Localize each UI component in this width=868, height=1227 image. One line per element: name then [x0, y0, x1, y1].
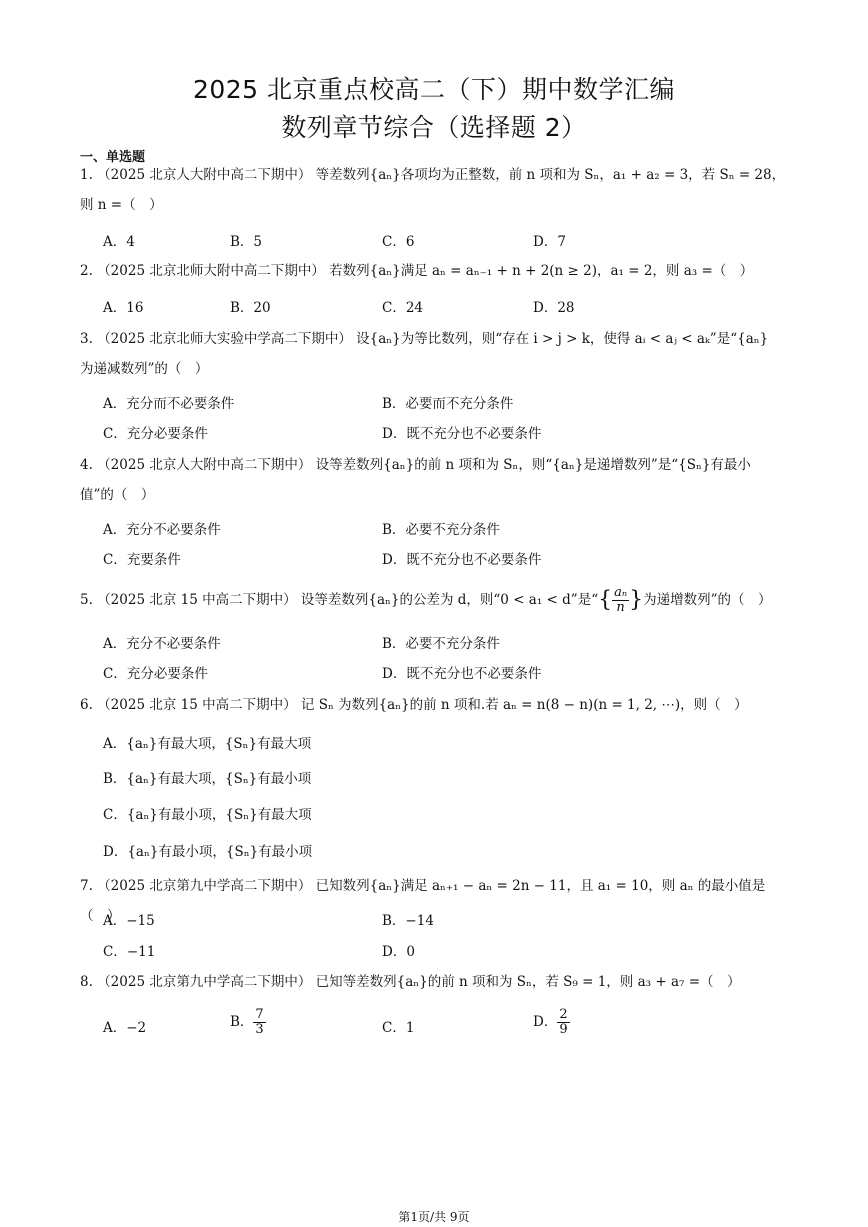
option-b: B．{aₙ}有最大项，{Sₙ}有最小项 — [103, 771, 312, 787]
question-source: （2025 北京人大附中高二下期中） — [97, 457, 312, 473]
option-d-label: D． — [533, 1014, 558, 1030]
question-4 — [80, 450, 792, 510]
question-text-cont: 则 n =（ ） — [80, 197, 163, 213]
fraction-numerator: aₙ — [614, 585, 628, 600]
question-source: （2025 北京北师大实验中学高二下期中） — [97, 331, 352, 347]
question-3 — [80, 324, 792, 384]
question-7 — [80, 871, 792, 931]
option-a: A．充分不必要条件 — [103, 636, 221, 652]
question-text-cont: 为递减数列”的（ ） — [80, 361, 209, 377]
question-number: 2. — [80, 263, 93, 279]
option-a: A．4 — [103, 234, 135, 250]
question-text: 若数列{aₙ}满足 aₙ = aₙ₋₁ + n + 2(n ≥ 2)，a₁ = 2，则 a₃ =（ ） — [329, 263, 754, 279]
fraction-numerator: 7 — [255, 1007, 264, 1022]
option-a: A．{aₙ}有最大项，{Sₙ}有最大项 — [103, 736, 312, 752]
option-c: C．−11 — [103, 944, 156, 960]
question-text: 等差数列{aₙ}各项均为正整数，前 n 项和为 Sₙ，a₁ + a₂ = 3，若 Sₙ = 28， — [315, 167, 786, 183]
question-number: 3. — [80, 331, 93, 347]
question-number: 1. — [80, 167, 93, 183]
option-c: C．24 — [382, 300, 424, 316]
question-text-cont: 为递增数列”的（ ） — [643, 592, 772, 608]
option-c: C．充分必要条件 — [103, 426, 208, 442]
option-c: C．{aₙ}有最小项，{Sₙ}有最大项 — [103, 807, 312, 823]
question-text: 设等差数列{aₙ}的前 n 项和为 Sₙ，则“{aₙ}是递增数列”是“{Sₙ}有最小 — [315, 457, 751, 473]
question-text-cont: 值”的（ ） — [80, 487, 155, 503]
question-text: 记 Sₙ 为数列{aₙ}的前 n 项和.若 aₙ = n(8 − n)(n = 1, 2, ⋯)，则（ ） — [300, 697, 748, 713]
option-a: A．−2 — [103, 1020, 147, 1036]
option-c: C．充要条件 — [103, 552, 181, 568]
option-a: A．充分不必要条件 — [103, 522, 221, 538]
option-c: C．1 — [382, 1020, 415, 1036]
option-d: D．既不充分也不必要条件 — [382, 666, 542, 682]
option-b-label: B． — [230, 1014, 254, 1030]
fraction-denominator: n — [616, 600, 625, 615]
option-a: A．充分而不必要条件 — [103, 396, 235, 412]
option-b: B．必要不充分条件 — [382, 636, 500, 652]
option-a: A．16 — [103, 300, 144, 316]
question-number: 8. — [80, 974, 93, 990]
question-2 — [80, 256, 792, 286]
option-a: A．−15 — [103, 913, 155, 929]
option-b: B．−14 — [382, 913, 434, 929]
section-heading: 一、单选题 — [80, 150, 146, 165]
question-text: 已知数列{aₙ}满足 aₙ₊₁ − aₙ = 2n − 11，且 a₁ = 10，则 aₙ 的最小值是（ ） — [80, 878, 766, 924]
option-d-fraction — [557, 1008, 569, 1037]
fraction-numerator: 2 — [559, 1007, 568, 1022]
option-d: D．既不充分也不必要条件 — [382, 552, 542, 568]
option-b: B．20 — [230, 300, 271, 316]
option-b: B．必要不充分条件 — [382, 522, 500, 538]
option-b-fraction — [253, 1008, 265, 1037]
question-number: 6. — [80, 697, 93, 713]
page-title: 2025 北京重点校高二（下）期中数学汇编 — [192, 75, 676, 104]
option-d: D．既不充分也不必要条件 — [382, 426, 542, 442]
question-1 — [80, 160, 792, 220]
option-d: D．0 — [382, 944, 415, 960]
question-source: （2025 北京北师大附中高二下期中） — [97, 263, 325, 279]
fraction-denominator: 3 — [255, 1022, 264, 1037]
question-text: 设{aₙ}为等比数列，则“存在 i > j > k，使得 aᵢ < aⱼ < aₖ”是“{aₙ} — [356, 331, 769, 347]
option-b: B．5 — [230, 234, 263, 250]
fraction-denominator: 9 — [559, 1022, 568, 1037]
question-number: 5. — [80, 592, 93, 608]
question-number: 7. — [80, 878, 93, 894]
option-b — [230, 1008, 266, 1037]
question-source: （2025 北京 15 中高二下期中） — [97, 697, 297, 713]
question-6 — [80, 690, 792, 720]
page-footer: 第1页/共 9页 — [398, 1210, 470, 1224]
question-source: （2025 北京第九中学高二下期中） — [97, 878, 312, 894]
question-source: （2025 北京第九中学高二下期中） — [97, 974, 312, 990]
question-text: 设等差数列{aₙ}的公差为 d，则“0 < a₁ < d”是“ — [300, 592, 599, 608]
option-d: D．7 — [533, 234, 566, 250]
question-8 — [80, 967, 792, 997]
option-d: D．{aₙ}有最小项，{Sₙ}有最小项 — [103, 844, 313, 860]
option-d — [533, 1008, 570, 1037]
question-source: （2025 北京 15 中高二下期中） — [97, 592, 297, 608]
option-c: C．6 — [382, 234, 415, 250]
option-b: B．必要而不充分条件 — [382, 396, 514, 412]
question-number: 4. — [80, 457, 93, 473]
page-subtitle: 数列章节综合（选择题 2） — [281, 113, 587, 142]
question-5: 5. （2025 北京 15 中高二下期中） 设等差数列{aₙ}的公差为 d，则“0 < a₁ < d”是“{ $\frac{\text{aₙ}}{n}$ }为递增数列”的（ ） — [80, 585, 772, 615]
fraction — [612, 586, 629, 615]
question-text: 已知等差数列{aₙ}的前 n 项和为 Sₙ，若 S₉ = 1，则 a₃ + a₇ =（ ） — [315, 974, 741, 990]
question-source: （2025 北京人大附中高二下期中） — [97, 167, 312, 183]
option-d: D．28 — [533, 300, 575, 316]
option-c: C．充分必要条件 — [103, 666, 208, 682]
